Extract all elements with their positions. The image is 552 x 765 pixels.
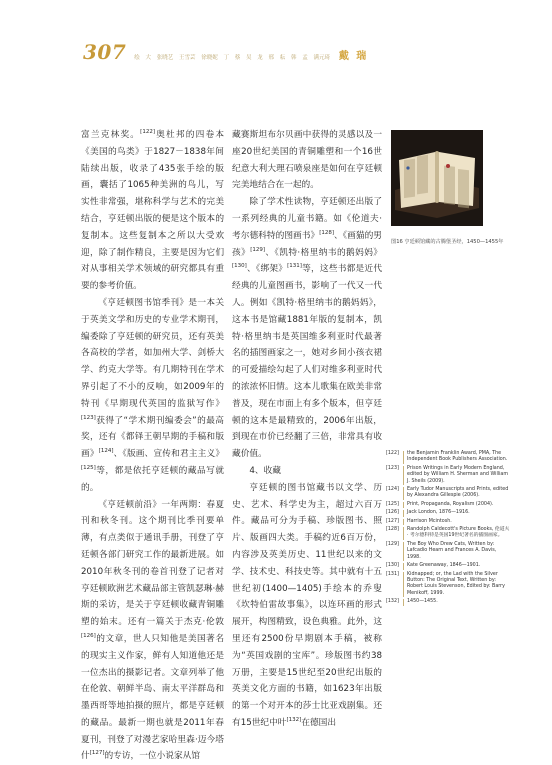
nav-item: 吴 龙 bbox=[246, 55, 263, 61]
footnote: [131] Kidnapped; or, the Lad with the Silver Button: The Original Text, Written by: Robert Louis Stevenson, Edited by: Barry Menikoff, 1999. bbox=[386, 571, 505, 596]
running-header-nav bbox=[134, 47, 366, 62]
paragraph: 《亨廷顿前沿》一年两期：春夏刊和秋冬刊。这个期刊比季刊要单薄，有点类似于通讯手册，刊登了亨廷顿各部门研究工作的最新进展。如2010年秋冬刊的卷首刊登了记者对亨廷顿欧洲艺术藏品部主管凯瑟琳·赫斯的采访，是关于亨廷顿收藏青铜雕塑的始末。还有一篇关于杰克·伦敦[126]的文章，世人只知他是美国著名的现实主义作家，鲜有人知道他还是一位杰出的摄影记者。文章列举了他在伦敦、朝鲜半岛、南太平洋群岛和墨西哥等地拍摄的照片，都是亨廷顿的藏品。最新一期也就是2011年春夏刊，刊登了对漫艺家哈里森·迈今塔什[127]的专访，一位小说家从馆 bbox=[81, 499, 224, 762]
footnote-ref[interactable]: [131] bbox=[287, 263, 302, 270]
nav-item: 满元琦 bbox=[313, 55, 331, 61]
nav-item: 绘 大 bbox=[134, 55, 151, 61]
footnote-ref[interactable]: [122] bbox=[140, 129, 155, 136]
footnote: [125] Print, Propaganda, Royalism (2004). bbox=[386, 501, 494, 507]
footnote-ref[interactable]: [126] bbox=[81, 633, 96, 640]
footnote-ref[interactable]: [130] bbox=[232, 263, 247, 270]
paragraph: 《亨廷顿图书馆季刊》是一本关于英美文学和历史的专业学术期刊，编委除了亨廷顿的研究员，还有英美各高校的学者，如加州大学、剑桥大学、约克大学等。有几期特刊在学术界引起了不小的反响，如2009年的特刊《早期现代英国的监狱写作》[123]获得了“学术期刊编委会”的最高奖，还有《都铎王朝早期的手稿和版画》[124]、《版画、宣传和君主主义》[125]等，都是依托亨廷顿的藏品写就的。 bbox=[81, 297, 225, 493]
nav-item: 王雪芸 bbox=[179, 55, 196, 61]
footnotes bbox=[386, 451, 510, 608]
paragraph: 除了学术性读物，亨廷顿还出版了一系列经典的儿童书籍。如《伦道夫·考尔德科特的图画书》[128]、《画猫的男孩》[129]、《凯特·格里纳韦的鹅妈妈》[130]、《绑架》[131]等，这些书都是近代经典的儿童图画书，影响了一代又一代人。例如《凯特·格里纳韦的鹅妈妈》，这本书是馆藏1881年版的复制本，凯特·格里纳韦是英国维多利亚时代最著名的插图画家之一，她对乡间小孩衣裙的可爱描绘勾起了人们对维多利亚时代的浓浓怀旧情。这本儿歌集在欧美非常普及，现在市面上有多个版本，但亨廷顿的这本是最精致的，2006年出版，到现在市价已经翻了三倍，非常具有收藏价值。 bbox=[232, 197, 383, 460]
footnote: [127] Harrison Mcintosh. bbox=[386, 518, 452, 524]
text-column-middle bbox=[232, 127, 382, 732]
gutenberg-bible-photo bbox=[391, 130, 483, 226]
footnote: [132] 1450—1455. bbox=[386, 599, 438, 605]
footnote-ref[interactable]: [127] bbox=[89, 750, 105, 757]
page-header bbox=[83, 40, 366, 64]
footnote: [129] The Boy Who Drew Cats, Written by: Lafcadio Hearn and Frances A. Davis, 1998. bbox=[386, 541, 497, 560]
nav-item: 丁 蔡 bbox=[223, 55, 241, 61]
footnote-ref[interactable]: [132] bbox=[286, 717, 302, 723]
footnote-ref[interactable]: [124] bbox=[98, 448, 114, 455]
paragraph: 藏赛斯坦布尔贝画中获得的灵感以及一座20世纪美国的青铜雕塑和一个16世纪意大利大理石喷泉座是如何在亨廷顿完美地结合在一起的。 bbox=[232, 130, 382, 191]
paragraph: 亨廷顿的图书馆藏书以文学、历史、艺术、科学史为主，超过六百万件。藏品可分为手稿、珍版图书、照片、版画四大类。手稿约近6百万份，内容涉及英美历史、11世纪以来的文学、技术史、科技史等。其中就有十五世纪初(1400—1405)手绘本的乔叟《坎特伯雷故事集》，以连环画的形式展开，构图精致，设色典雅。此外，这里还有2500份早期剧本手稿，被称为“英国戏剧的宝库”。珍版图书约38万册，主要是15世纪至20世纪出版的英美文化方面的书籍，如1623年出版的第一个对开本的莎士比亚戏剧集。还有15世纪中叶[132]在德国出 bbox=[232, 482, 382, 728]
bible-illustration bbox=[391, 130, 483, 226]
footnote: [126] Jack London, 1876—1916. bbox=[386, 510, 470, 516]
footnote-ref[interactable]: [129] bbox=[250, 246, 265, 253]
nav-item-active: 戴 瑞 bbox=[338, 51, 367, 62]
footnote: [122] the Benjamin Franklin Award, PMA, The Independent Book Publishers Association. bbox=[386, 451, 508, 463]
footnote: [128] Randolph Caldecott's Picture Books, 伦道夫 · 考尔德科特是英国19世纪著名的插图画家。 bbox=[386, 527, 510, 539]
nav-item: 徐晓妮 bbox=[201, 55, 218, 61]
figure-caption: 图16 亨廷顿馆藏的古腾堡圣经，1450—1455年 bbox=[391, 239, 504, 245]
nav-item: 韩 孟 bbox=[291, 55, 308, 61]
footnote-ref[interactable]: [125] bbox=[81, 465, 96, 472]
footnote-ref[interactable]: [128] bbox=[319, 229, 335, 236]
footnote: [130] Kate Greenaway, 1846—1901. bbox=[386, 563, 481, 569]
footnote: [124] Early Tudor Manuscripts and Prints, edited by Alexandra Gillespie (2006). bbox=[386, 487, 509, 499]
footnote: [123] Prison Writings in Early Modern England, edited by William H. Sherman and William J. Sheils (2009). bbox=[386, 465, 509, 484]
text-column-left bbox=[81, 127, 224, 765]
nav-item: 张晓艺 bbox=[156, 55, 174, 61]
nav-item: 邢 耘 bbox=[268, 55, 286, 61]
paragraph: 富兰克林奖。[122]奥杜邦的四卷本《美国的鸟类》于1827－1838年间陆续出版，收录了435张手绘的版画，囊括了1065种美洲的鸟儿，写实性非常强，堪称科学与艺术的完美结合，亨廷顿出版的便是这个版本的复制本。这些复制本之所以大受欢迎，除了制作精良，主要是因为它们对从事相关学术领域的研究都具有重要的参考价值。 bbox=[81, 129, 225, 292]
footnote-ref[interactable]: [123] bbox=[81, 414, 96, 421]
page-number: 307 bbox=[83, 40, 127, 64]
section-heading: 4、收藏 bbox=[249, 465, 281, 476]
